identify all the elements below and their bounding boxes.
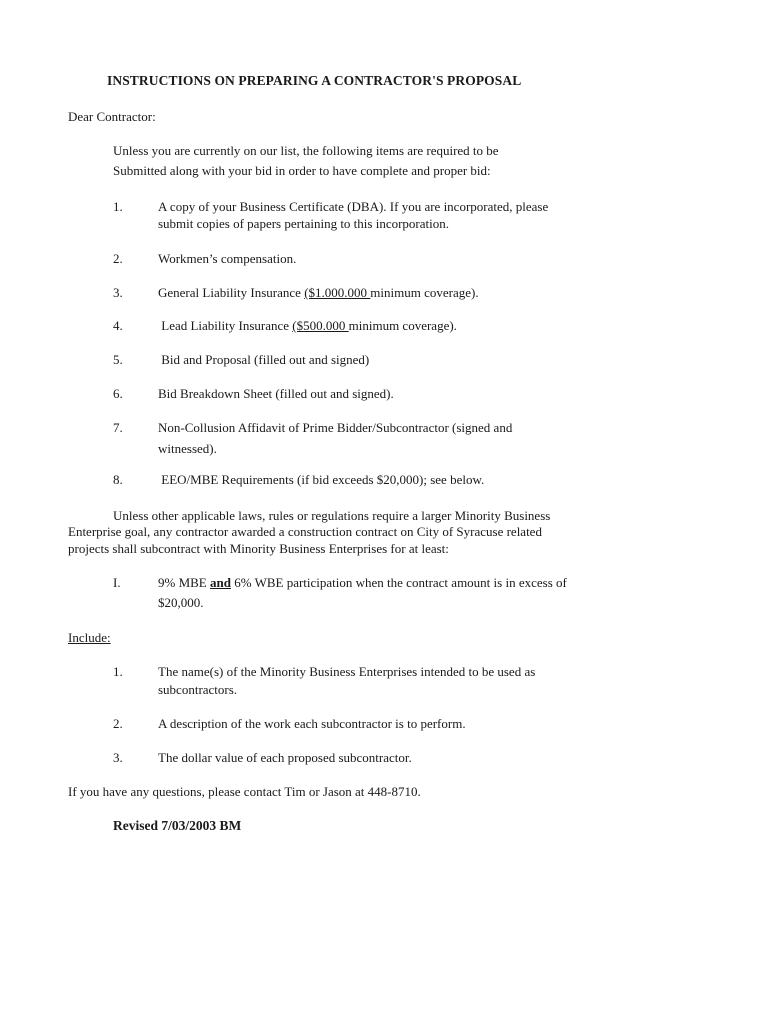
include-item-1-line-1: The name(s) of the Minority Business Enterprises intended to be used as [158, 664, 536, 679]
mbe-paragraph-line-2: Enterprise goal, any contractor awarded a construction contract on City of Syracuse related [68, 524, 542, 539]
include-heading: Include: [68, 630, 111, 645]
item-5-number: 5. [113, 352, 123, 367]
salutation: Dear Contractor: [68, 109, 156, 124]
item-1-line-1: A copy of your Business Certificate (DBA). If you are incorporated, please [158, 199, 549, 214]
item-3-number: 3. [113, 285, 123, 300]
participation-number: I. [113, 575, 121, 590]
item-2-text: Workmen’s compensation. [158, 251, 297, 266]
item-3-prefix: General Liability Insurance [158, 285, 305, 300]
item-7-number: 7. [113, 420, 123, 435]
mbe-paragraph-line-1: Unless other applicable laws, rules or regulations require a larger Minority Business [113, 508, 551, 523]
item-4-amount: ($500.000 [292, 318, 349, 333]
participation-conjunction: and [210, 575, 231, 590]
item-1-number: 1. [113, 199, 123, 214]
item-3-text [158, 285, 479, 301]
item-3-amount: ($1.000.000 [304, 285, 371, 300]
contact-line: If you have any questions, please contact Tim or Jason at 448-8710. [68, 784, 421, 799]
item-4-text [158, 318, 457, 334]
intro-line-1: Unless you are currently on our list, the following items are required to be [113, 143, 499, 158]
include-item-1-number: 1. [113, 664, 123, 679]
participation-line-2: $20,000. [158, 595, 204, 610]
participation-part-1: 9% MBE [158, 575, 210, 590]
include-item-2-number: 2. [113, 716, 123, 731]
item-6-number: 6. [113, 386, 123, 401]
revision-note: Revised 7/03/2003 BM [113, 818, 242, 833]
participation-part-2: 6% WBE participation when the contract amount is in excess of [230, 575, 567, 590]
include-item-3-number: 3. [113, 750, 123, 765]
item-4-prefix: Lead Liability Insurance [158, 318, 293, 333]
participation-line-1 [158, 575, 567, 591]
item-4-number: 4. [113, 318, 123, 333]
item-2-number: 2. [113, 251, 123, 266]
include-item-2-text: A description of the work each subcontractor is to perform. [158, 716, 466, 731]
document-title: INSTRUCTIONS ON PREPARING A CONTRACTOR'S PROPOSAL [107, 73, 522, 88]
intro-line-2: Submitted along with your bid in order to have complete and proper bid: [113, 163, 491, 178]
item-6-text: Bid Breakdown Sheet (filled out and signed). [158, 386, 394, 401]
mbe-paragraph-line-3: projects shall subcontract with Minority Business Enterprises for at least: [68, 541, 449, 556]
include-item-3-text: The dollar value of each proposed subcontractor. [158, 750, 412, 765]
item-7-line-2: witnessed). [158, 441, 217, 456]
item-8-text: EEO/MBE Requirements (if bid exceeds $20,000); see below. [158, 472, 485, 487]
item-7-line-1: Non-Collusion Affidavit of Prime Bidder/Subcontractor (signed and [158, 420, 513, 435]
item-3-suffix: minimum coverage). [370, 285, 479, 300]
item-5-text: Bid and Proposal (filled out and signed) [158, 352, 370, 367]
item-8-number: 8. [113, 472, 123, 487]
item-1-line-2: submit copies of papers pertaining to this incorporation. [158, 216, 449, 231]
item-4-suffix: minimum coverage). [348, 318, 457, 333]
include-item-1-line-2: subcontractors. [158, 682, 238, 697]
